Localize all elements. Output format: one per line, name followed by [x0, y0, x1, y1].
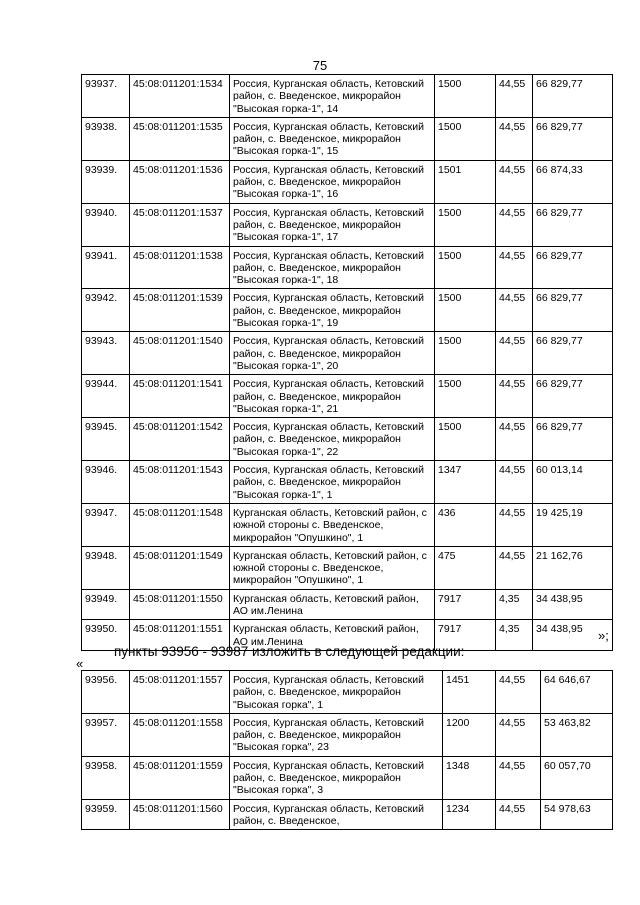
amendment-instruction: пункты 93956 - 93987 изложить в следующей редакции: [114, 644, 465, 659]
cadastral-number-cell: 45:08:011201:1537 [130, 203, 230, 246]
area-cell: 1501 [435, 160, 496, 203]
rate-cell: 44,55 [496, 75, 533, 118]
row-number-cell: 93944. [82, 375, 130, 418]
address-cell: Курганская область, Кетовский район, с южной стороны с. Введенское, микрорайон "Опушкино", 1 [230, 546, 435, 589]
page-number: 75 [312, 58, 328, 73]
area-cell: 1500 [435, 332, 496, 375]
table-row [82, 756, 613, 799]
row-number-cell: 93941. [82, 246, 130, 289]
rate-cell: 44,55 [496, 503, 533, 546]
address-cell: Россия, Курганская область, Кетовский район, с. Введенское, микрорайон "Высокая горка-1", 1 [230, 461, 435, 504]
rate-cell: 44,55 [496, 117, 533, 160]
row-number-cell: 93946. [82, 461, 130, 504]
cadastral-number-cell: 45:08:011201:1538 [130, 246, 230, 289]
address-cell: Россия, Курганская область, Кетовский район, с. Введенское, микрорайон "Высокая горка-1", 18 [230, 246, 435, 289]
cadastral-value-cell: 19 425,19 [533, 503, 613, 546]
cadastral-number-cell: 45:08:011201:1548 [130, 503, 230, 546]
address-cell: Россия, Курганская область, Кетовский район, с. Введенское, микрорайон "Высокая горка-1", 14 [230, 75, 435, 118]
cadastral-number-cell: 45:08:011201:1543 [130, 461, 230, 504]
cadastral-value-cell: 54 978,63 [541, 799, 613, 830]
cadastral-value-cell: 60 057,70 [541, 756, 613, 799]
area-cell: 436 [435, 503, 496, 546]
table-row [82, 117, 613, 160]
cadastral-value-cell: 66 829,77 [533, 203, 613, 246]
area-cell: 1347 [435, 461, 496, 504]
area-cell: 1500 [435, 418, 496, 461]
row-number-cell: 93938. [82, 117, 130, 160]
table-row [82, 332, 613, 375]
cadastral-value-cell: 34 438,95 [533, 589, 613, 620]
rate-cell: 44,55 [496, 160, 533, 203]
address-cell: Россия, Курганская область, Кетовский район, с. Введенское, микрорайон "Высокая горка", 23 [230, 713, 443, 756]
table-row [82, 461, 613, 504]
cadastral-number-cell: 45:08:011201:1542 [130, 418, 230, 461]
area-cell: 1348 [443, 756, 496, 799]
rate-cell: 4,35 [496, 589, 533, 620]
rate-cell: 44,55 [496, 756, 541, 799]
table-row [82, 671, 613, 714]
area-cell: 1500 [435, 289, 496, 332]
area-cell: 1500 [435, 246, 496, 289]
table-row [82, 418, 613, 461]
row-number-cell: 93939. [82, 160, 130, 203]
land-plots-table [81, 74, 613, 651]
row-number-cell: 93948. [82, 546, 130, 589]
row-number-cell: 93943. [82, 332, 130, 375]
area-cell: 475 [435, 546, 496, 589]
cadastral-value-cell: 66 829,77 [533, 246, 613, 289]
cadastral-value-cell: 66 829,77 [533, 117, 613, 160]
address-cell: Курганская область, Кетовский район, с южной стороны с. Введенское, микрорайон "Опушкино", 1 [230, 503, 435, 546]
cadastral-number-cell: 45:08:011201:1534 [130, 75, 230, 118]
row-number-cell: 93950. [82, 620, 130, 651]
cadastral-number-cell: 45:08:011201:1559 [130, 756, 230, 799]
rate-cell: 44,55 [496, 799, 541, 830]
area-cell: 1500 [435, 203, 496, 246]
rate-cell: 44,55 [496, 713, 541, 756]
table-row [82, 246, 613, 289]
address-cell: Россия, Курганская область, Кетовский район, с. Введенское, микрорайон "Высокая горка-1", 16 [230, 160, 435, 203]
rate-cell: 44,55 [496, 289, 533, 332]
rate-cell: 44,55 [496, 375, 533, 418]
cadastral-value-cell: 66 829,77 [533, 289, 613, 332]
cadastral-number-cell: 45:08:011201:1539 [130, 289, 230, 332]
cadastral-number-cell: 45:08:011201:1550 [130, 589, 230, 620]
cadastral-value-cell: 66 874,33 [533, 160, 613, 203]
table-row [82, 799, 613, 830]
address-cell: Россия, Курганская область, Кетовский район, с. Введенское, микрорайон "Высокая горка-1", 19 [230, 289, 435, 332]
cadastral-value-cell: 21 162,76 [533, 546, 613, 589]
table-row [82, 75, 613, 118]
address-cell: Россия, Курганская область, Кетовский район, с. Введенское, микрорайон "Высокая горка-1", 20 [230, 332, 435, 375]
address-cell: Курганская область, Кетовский район, АО им.Ленина [230, 620, 435, 651]
rate-cell: 44,55 [496, 461, 533, 504]
cadastral-value-cell: 66 829,77 [533, 332, 613, 375]
cadastral-number-cell: 45:08:011201:1541 [130, 375, 230, 418]
rate-cell: 44,55 [496, 332, 533, 375]
area-cell: 7917 [435, 589, 496, 620]
table-row [82, 203, 613, 246]
table-row [82, 546, 613, 589]
cadastral-number-cell: 45:08:011201:1535 [130, 117, 230, 160]
rate-cell: 44,55 [496, 246, 533, 289]
table-row [82, 289, 613, 332]
address-cell: Россия, Курганская область, Кетовский район, с. Введенское, микрорайон "Высокая горка-1", 21 [230, 375, 435, 418]
cadastral-number-cell: 45:08:011201:1551 [130, 620, 230, 651]
rate-cell: 44,55 [496, 203, 533, 246]
opening-quote: « [76, 656, 84, 671]
area-cell: 1500 [435, 375, 496, 418]
area-cell: 1451 [443, 671, 496, 714]
rate-cell: 4,35 [496, 620, 533, 651]
row-number-cell: 93956. [82, 671, 130, 714]
address-cell: Россия, Курганская область, Кетовский район, с. Введенское, микрорайон "Высокая горка-1", 17 [230, 203, 435, 246]
amended-land-plots-table [81, 670, 613, 830]
table-row [82, 160, 613, 203]
area-cell: 7917 [435, 620, 496, 651]
row-number-cell: 93942. [82, 289, 130, 332]
address-cell: Россия, Курганская область, Кетовский район, с. Введенское, микрорайон "Высокая горка-1", 22 [230, 418, 435, 461]
cadastral-number-cell: 45:08:011201:1557 [130, 671, 230, 714]
row-number-cell: 93959. [82, 799, 130, 830]
cadastral-number-cell: 45:08:011201:1560 [130, 799, 230, 830]
area-cell: 1500 [435, 75, 496, 118]
address-cell: Россия, Курганская область, Кетовский район, с. Введенское, микрорайон "Высокая горка-1", 15 [230, 117, 435, 160]
cadastral-number-cell: 45:08:011201:1536 [130, 160, 230, 203]
row-number-cell: 93945. [82, 418, 130, 461]
area-cell: 1200 [443, 713, 496, 756]
cadastral-value-cell: 60 013,14 [533, 461, 613, 504]
cadastral-value-cell: 64 646,67 [541, 671, 613, 714]
cadastral-value-cell: 34 438,95 [533, 620, 613, 651]
table-row [82, 503, 613, 546]
row-number-cell: 93940. [82, 203, 130, 246]
row-number-cell: 93957. [82, 713, 130, 756]
cadastral-number-cell: 45:08:011201:1558 [130, 713, 230, 756]
rate-cell: 44,55 [496, 418, 533, 461]
cadastral-number-cell: 45:08:011201:1549 [130, 546, 230, 589]
cadastral-value-cell: 66 829,77 [533, 75, 613, 118]
cadastral-number-cell: 45:08:011201:1540 [130, 332, 230, 375]
table-row [82, 589, 613, 620]
cadastral-value-cell: 53 463,82 [541, 713, 613, 756]
area-cell: 1234 [443, 799, 496, 830]
table-row [82, 375, 613, 418]
cadastral-value-cell: 66 829,77 [533, 418, 613, 461]
address-cell: Россия, Курганская область, Кетовский район, с. Введенское, [230, 799, 443, 830]
row-number-cell: 93949. [82, 589, 130, 620]
row-number-cell: 93958. [82, 756, 130, 799]
rate-cell: 44,55 [496, 546, 533, 589]
address-cell: Россия, Курганская область, Кетовский район, с. Введенское, микрорайон "Высокая горка", 3 [230, 756, 443, 799]
address-cell: Курганская область, Кетовский район, АО им.Ленина [230, 589, 435, 620]
row-number-cell: 93937. [82, 75, 130, 118]
cadastral-value-cell: 66 829,77 [533, 375, 613, 418]
closing-quote: »; [598, 628, 609, 643]
table-row [82, 713, 613, 756]
area-cell: 1500 [435, 117, 496, 160]
address-cell: Россия, Курганская область, Кетовский район, с. Введенское, микрорайон "Высокая горка", 1 [230, 671, 443, 714]
rate-cell: 44,55 [496, 671, 541, 714]
row-number-cell: 93947. [82, 503, 130, 546]
